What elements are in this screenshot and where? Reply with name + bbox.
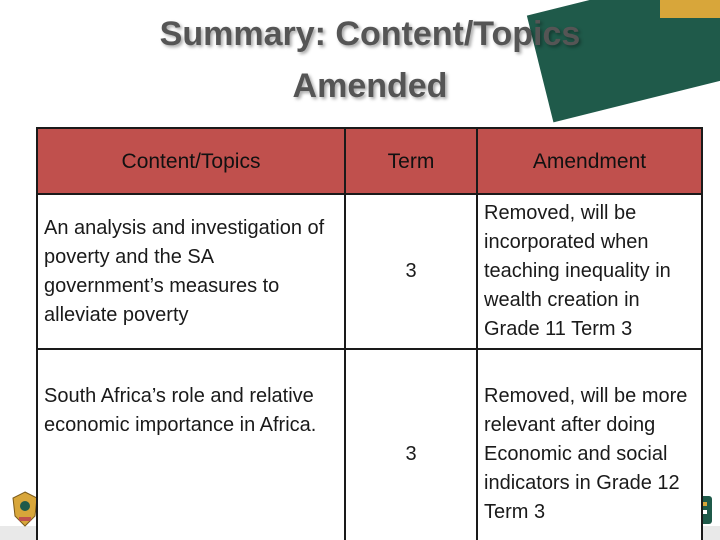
- header-term: Term: [345, 128, 477, 194]
- table-row: [37, 349, 702, 540]
- corner-accent: [660, 0, 720, 18]
- amendment-cell: Removed, will be incorporated when teaching inequality in wealth creation in Grade 11 Term 3: [477, 194, 702, 349]
- header-content-topics: Content/Topics: [37, 128, 345, 194]
- term-cell: 3: [345, 349, 477, 540]
- amendment-cell: Removed, will be more relevant after doing Economic and social indicators in Grade 12 Term 3: [477, 349, 702, 540]
- topic-cell: An analysis and investigation of poverty and the SA government’s measures to alleviate poverty: [37, 194, 345, 349]
- summary-table: [36, 127, 703, 540]
- topic-cell: South Africa’s role and relative economic importance in Africa.: [37, 349, 345, 540]
- header-amendment: Amendment: [477, 128, 702, 194]
- title-line-2: Amended: [292, 67, 448, 105]
- title-line-1: Summary: Content/Topics: [159, 15, 581, 53]
- table-row: [37, 194, 702, 349]
- page-title: [100, 8, 640, 112]
- term-cell: 3: [345, 194, 477, 349]
- table-header-row: [37, 128, 702, 194]
